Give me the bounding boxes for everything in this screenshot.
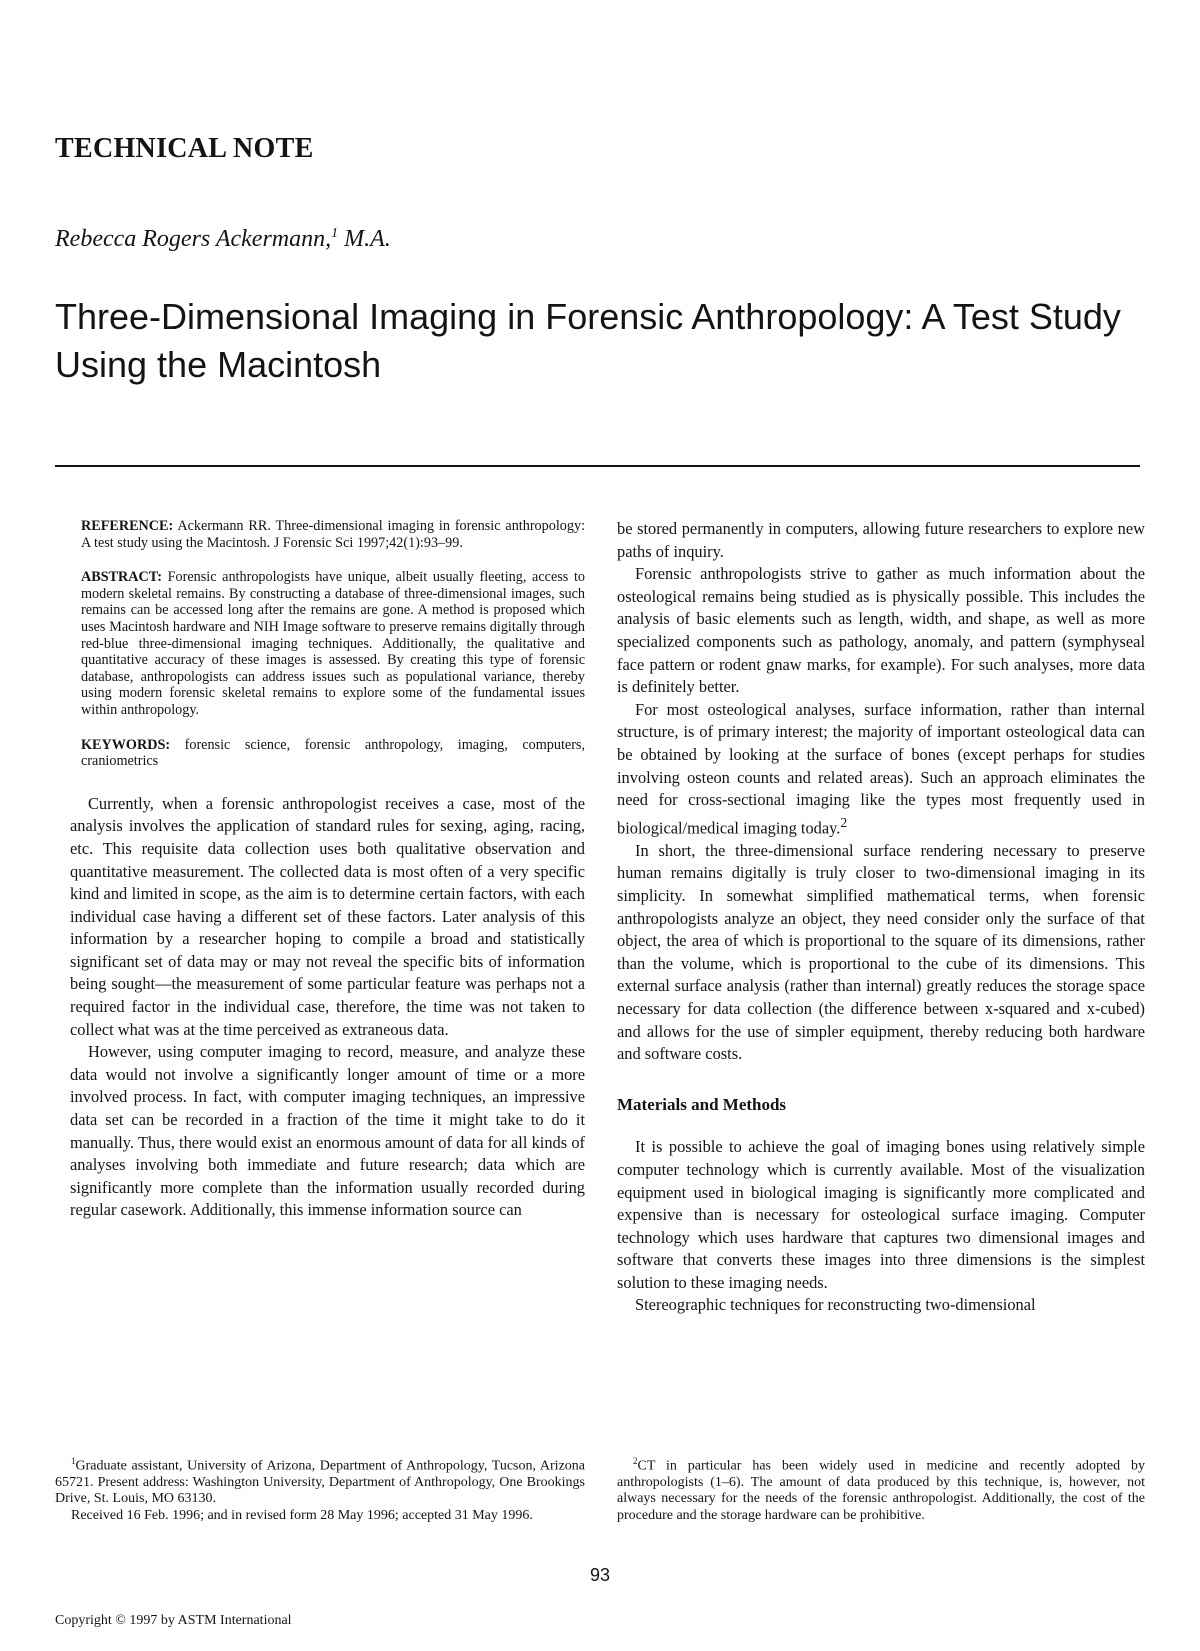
footnote-text: Graduate assistant, University of Arizona, Department of Anthropology, Tucson, Arizona 65721. Present address: Washington University, Department of Anthropology, One Brookings Drive, St. Louis, MO 63130. <box>55 1458 585 1507</box>
body-paragraph: It is possible to achieve the goal of imaging bones using relatively simple computer technology which is currently available. Most of the visualization equipment used in biological imaging is significantly more complicated and expensive than is necessary for osteological surface imaging. Computer technology which uses hardware that captures two dimensional images and software that converts these images into three dimensions is the simplest solution to these imaging needs. <box>617 1137 1145 1292</box>
author-line <box>55 226 391 253</box>
footnote-text: CT in particular has been widely used in medicine and recently adopted by anthropologists (1–6). The amount of data produced by this technique, is, however, not always necessary for the needs of the forensic anthropologist. Additionally, the cost of the procedure and the storage hardware can be prohibitive. <box>617 1458 1145 1523</box>
footnote-affiliation <box>55 1453 585 1508</box>
body-paragraph: Stereographic techniques for reconstructing two-dimensional <box>635 1295 1036 1315</box>
abstract-label: ABSTRACT: <box>81 569 162 586</box>
reference-label: REFERENCE: <box>81 518 174 534</box>
keywords-text: forensic science, forensic anthropology, imaging, computers, craniometrics <box>81 736 585 770</box>
section-label: TECHNICAL NOTE <box>55 133 314 164</box>
left-column <box>70 518 585 1448</box>
body-paragraph: Forensic anthropologists strive to gather as much information about the osteological remains being studied as is physically possible. This includes the analysis of basic elements such as length, width, and shape, as well as more specialized components such as pathology, anomaly, and pattern (symphyseal face pattern or rodent gnaw marks, for example). For such analyses, more data is definitely better. <box>617 564 1145 697</box>
section-heading: Materials and Methods <box>617 1094 787 1114</box>
left-body <box>70 793 585 1222</box>
footnote-mark: 2 <box>633 1456 638 1466</box>
footnote-ct <box>617 1453 1145 1524</box>
body-paragraph: be stored permanently in computers, allowing future researchers to explore new paths of inquiry. <box>617 519 1145 561</box>
footnote-mark: 2 <box>840 814 848 830</box>
body-paragraph: In short, the three-dimensional surface rendering necessary to preserve human remains digitally is truly closer to two-dimensional imaging in its simplicity. In somewhat simplified mathematical terms, when forensic anthropologists analyze an object, they need consider only the surface of that object, the area of which is proportional to the square of its dimensions, rather than the volume, which is proportional to the cube of its dimensions. This external surface analysis (rather than internal) greatly reduces the storage space necessary for data collection (the difference between x-squared and x-cubed) and allows for the use of simpler equipment, thereby reducing both hardware and software costs. <box>617 840 1145 1064</box>
copyright-notice: Copyright © 1997 by ASTM International <box>55 1613 292 1628</box>
footnote-received: Received 16 Feb. 1996; and in revised form 28 May 1996; accepted 31 May 1996. <box>71 1507 533 1523</box>
keywords-block <box>81 737 585 770</box>
abstract-text: Forensic anthropologists have unique, albeit usually fleeting, access to modern skeletal remains. By constructing a database of three-dimensional images, such remains can be accessed long after the remains are gone. A method is proposed which uses Macintosh hardware and NIH Image software to preserve remains digitally through red-blue three-dimensional imaging techniques. Additionally, the qualitative and quantitative accuracy of these images is assessed. By creating this type of forensic database, anthropologists can address issues such as populational variance, thereby using modern forensic skeletal remains to explore some of the fundamental issues within anthropology. <box>81 569 585 718</box>
body-paragraph: Currently, when a forensic anthropologist receives a case, most of the analysis involves the application of standard rules for sexing, aging, racing, etc. This requisite data collection uses both qualitative observation and quantitative measurement. The collected data is most often of a very specific kind and limited in scope, as the aim is to determine certain factors, with each individual case having a different set of these factors. Later analysis of this information by a researcher hoping to compile a broad and statistically significant set of data may or may not reveal the specific bits of information being sought—the measurement of some particular feature was perhaps not a required factor in the individual case, therefore, the time was not taken to collect what was at the time perceived as extraneous data. <box>70 793 585 1039</box>
abstract-block <box>81 569 585 718</box>
right-column <box>617 518 1145 1448</box>
body-paragraph: However, using computer imaging to record, measure, and analyze these data would not involve a significantly longer amount of time or a more involved process. In fact, with computer imaging techniques, an impressive data set can be recorded in a fraction of the time it might take to do it manually. Thus, there would exist an enormous amount of data for all kinds of analyses involving both immediate and future research; data which are significantly more complete than the information usually recorded during regular casework. Additionally, this immense information source can <box>70 1042 585 1220</box>
page-number: 93 <box>589 1565 611 1585</box>
title-divider <box>55 465 1140 467</box>
paragraph-text: For most osteological analyses, surface information, rather than internal structure, is of primary interest; the majority of important osteological data can be obtained by looking at the surface of bones (except perhaps for studies involving osteon counts and related areas). Such an approach eliminates the need for cross-sectional imaging like the types most frequently used in biological/medical imaging today. <box>617 699 1145 838</box>
author-degree: M.A. <box>344 226 391 252</box>
reference-block <box>81 518 585 551</box>
body-paragraph <box>617 699 1145 840</box>
author-name: Rebecca Rogers Ackermann, <box>55 226 332 252</box>
reference-text: Ackermann RR. Three-dimensional imaging in forensic anthropology: A test study using the Macintosh. J Forensic Sci 1997;42(1):93–99. <box>81 518 585 551</box>
footnote-left <box>55 1453 585 1524</box>
front-matter <box>70 518 585 770</box>
article-title: Three-Dimensional Imaging in Forensic Anthropology: A Test Study Using the Macintosh <box>55 296 1121 385</box>
author-footnote-mark: 1 <box>331 226 339 241</box>
keywords-label: KEYWORDS: <box>81 736 171 753</box>
footnote-mark: 1 <box>71 1456 76 1466</box>
footnote-right <box>617 1453 1145 1524</box>
